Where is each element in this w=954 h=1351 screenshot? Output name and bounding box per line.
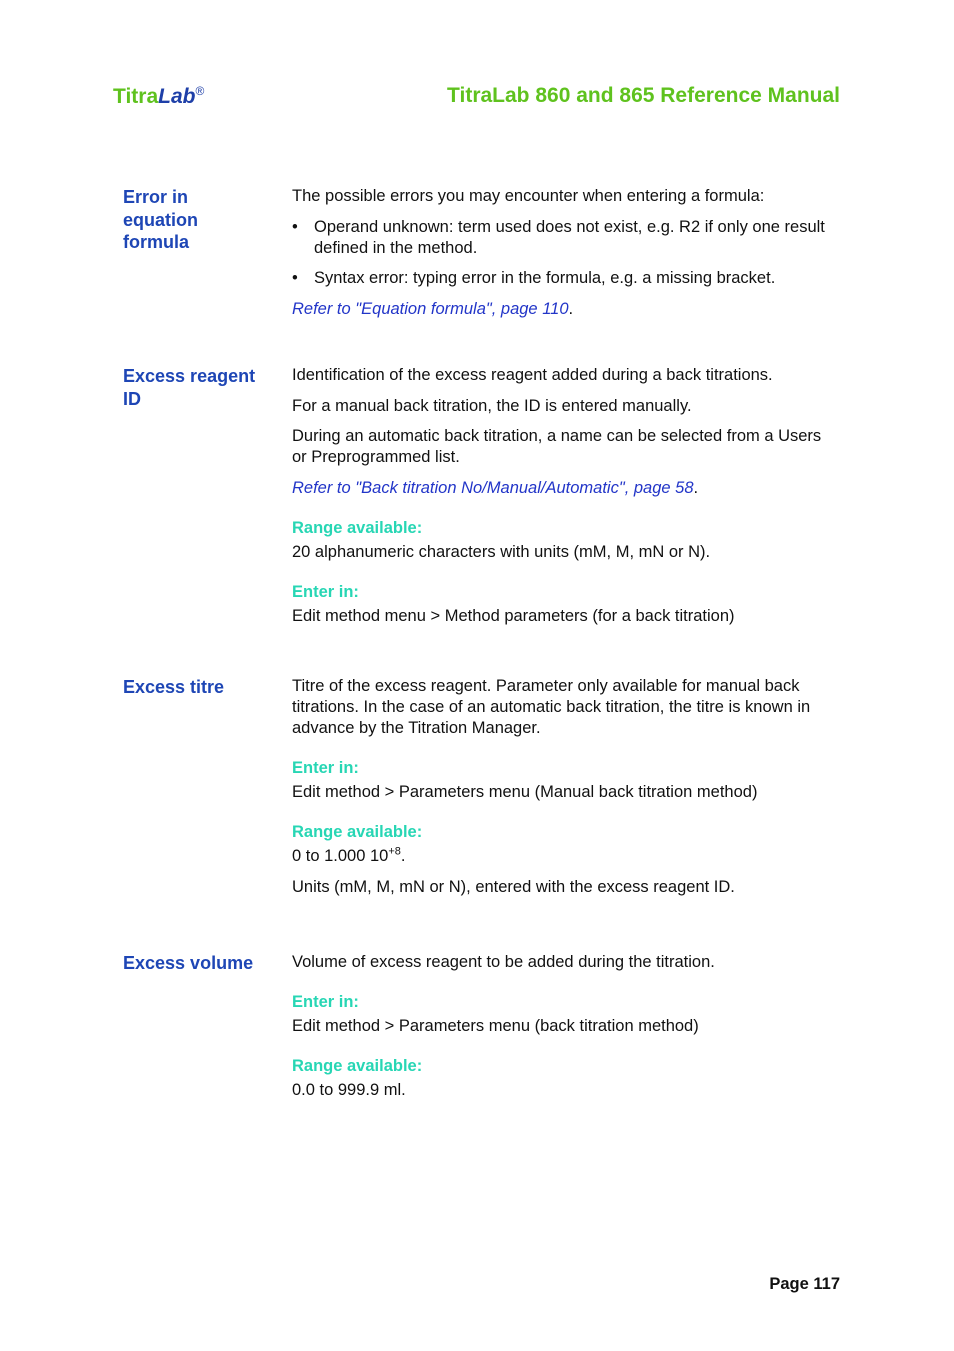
section-body: [292, 365, 837, 636]
enter-label: Enter in:: [292, 582, 359, 601]
list-item: • Operand unknown: term used does not exist, e.g. R2 if only one result defined in the method.: [292, 217, 837, 259]
section-body: [292, 952, 837, 1111]
list-item: • Syntax error: typing error in the formula, e.g. a missing bracket.: [292, 268, 837, 289]
units-note: Units (mM, M, mN or N), entered with the excess reagent ID.: [292, 877, 735, 896]
punctuation: .: [693, 478, 699, 497]
enter-label: Enter in:: [292, 993, 359, 1011]
range-base: 0 to 1.000 10: [292, 847, 389, 865]
paragraph: For a manual back titration, the ID is entered manually.: [292, 396, 692, 415]
range-exponent: +8: [388, 845, 401, 858]
range-value: [292, 846, 837, 867]
range-label: Range available:: [292, 518, 423, 537]
manual-title: TitraLab 860 and 865 Reference Manual: [447, 84, 840, 107]
logo-prefix: Titra: [113, 85, 159, 108]
cross-reference-link[interactable]: Refer to "Equation formula", page 110: [292, 299, 569, 318]
range-label: Range available:: [292, 1057, 423, 1075]
enter-label: Enter in:: [292, 759, 359, 777]
cross-reference: [292, 478, 837, 499]
section-body: [292, 676, 837, 907]
logo-suffix: Lab: [158, 85, 196, 108]
enter-value: Edit method > Parameters menu (back titration method): [292, 1017, 699, 1035]
page-number: Page 117: [769, 1275, 840, 1293]
intro-text: The possible errors you may encounter when entering a formula:: [292, 187, 765, 205]
registered-mark: ®: [195, 84, 205, 98]
paragraph: Identification of the excess reagent added during a back titrations.: [292, 366, 773, 384]
cross-reference: [292, 299, 837, 320]
punctuation: .: [400, 847, 406, 865]
range-label: Range available:: [292, 823, 423, 841]
punctuation: .: [568, 299, 574, 318]
cross-reference-link[interactable]: Refer to "Back titration No/Manual/Automatic", page 58: [292, 478, 694, 497]
range-value: 20 alphanumeric characters with units (mM, M, mN or N).: [292, 542, 711, 561]
intro-text: Titre of the excess reagent. Parameter only available for manual back titrations. In the case of an automatic back titration, the titre is known in advance by the Titration Manager.: [292, 677, 811, 737]
section-body: [292, 186, 837, 329]
range-value: 0.0 to 999.9 ml.: [292, 1081, 406, 1099]
paragraph: During an automatic back titration, a name can be selected from a Users or Preprogrammed list.: [292, 427, 822, 466]
enter-value: Edit method menu > Method parameters (for a back titration): [292, 606, 735, 625]
bullet-list: [292, 217, 837, 290]
intro-text: Volume of excess reagent to be added during the titration.: [292, 953, 715, 971]
logo: [113, 84, 204, 109]
section-title: Error in equation formula: [123, 187, 198, 252]
enter-value: Edit method > Parameters menu (Manual back titration method): [292, 783, 758, 801]
section-title: Excess reagent ID: [123, 366, 256, 409]
section-title: Excess volume: [123, 953, 254, 973]
section-title: Excess titre: [123, 677, 225, 697]
